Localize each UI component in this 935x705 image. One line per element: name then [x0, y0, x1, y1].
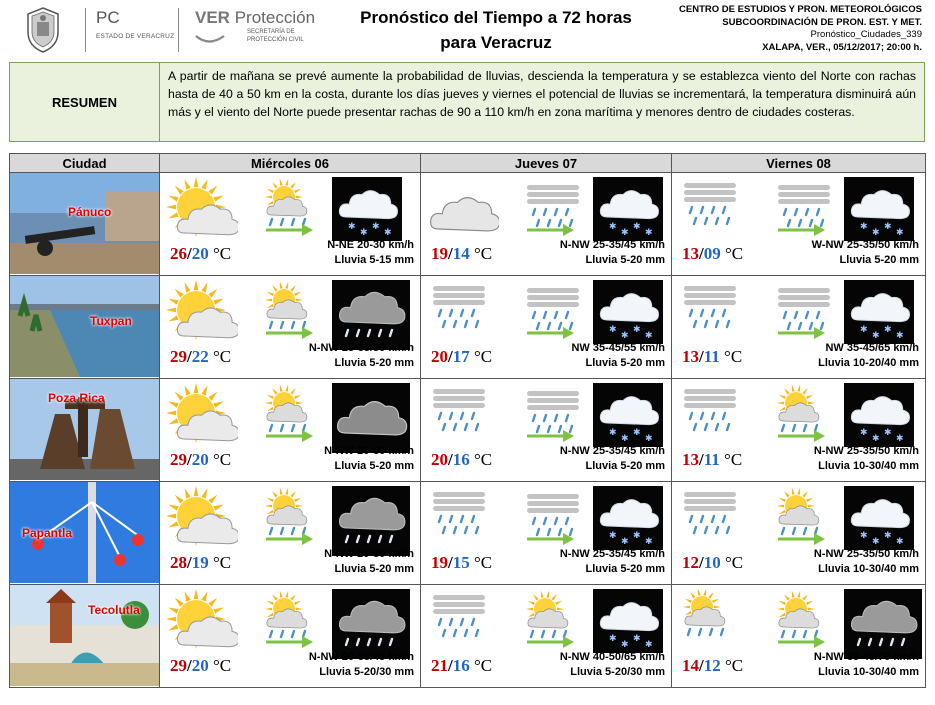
wind-rain-info: [560, 238, 665, 268]
wind-text: N-NW 25-35/45 km/h: [559, 239, 665, 251]
fog-rain-icon: [427, 383, 491, 448]
night-snow-cloud-icon: [332, 177, 402, 246]
city-row: [10, 482, 926, 585]
svg-text:✱: ✱: [645, 331, 653, 341]
ver-title: VER: [195, 8, 230, 27]
wind-text: N-NW 25-35/50 km/h: [308, 342, 414, 354]
veracruz-seal-logo: [22, 6, 64, 54]
wind-text: N-NW 35-45/70 km/h: [813, 651, 919, 663]
temp-max: 14: [682, 656, 699, 675]
summary-label: RESUMEN: [10, 63, 160, 141]
temp-max: 13: [682, 450, 699, 469]
partly-cloudy-icon: [166, 589, 238, 662]
night-snow-cloud-icon: [593, 280, 663, 349]
svg-text:✱: ✱: [645, 434, 653, 444]
night-snow-cloud-icon: [593, 177, 663, 246]
temp-unit: °C: [212, 244, 232, 263]
wind-rain-info: [814, 444, 919, 474]
wind-text: N-NW 25-35/45 km/h: [559, 445, 665, 457]
city-name: Poza Rica: [48, 391, 105, 405]
svg-text:✱: ✱: [609, 428, 617, 438]
temp-max: 20: [431, 347, 448, 366]
temp-unit: °C: [212, 656, 232, 675]
col-header-day1: Miércoles 06: [160, 154, 421, 173]
wind-text: N-NW 20-35/45 km/h: [308, 651, 414, 663]
svg-text:✱: ✱: [860, 222, 868, 232]
wind-rain-info: [560, 650, 665, 680]
city-cell: [10, 379, 160, 482]
day-forecast-cell: [421, 173, 672, 276]
temp-max: 19: [431, 244, 448, 263]
night-snow-cloud-icon: [593, 486, 663, 555]
pc-subtitle: ESTADO DE VERACRUZ: [96, 33, 175, 40]
svg-text:✱: ✱: [884, 428, 892, 438]
trend-arrow-icon: [264, 532, 314, 551]
temp-unit: °C: [724, 244, 744, 263]
night-snow-cloud-icon: [593, 589, 663, 658]
day-forecast-cell: [672, 276, 926, 379]
temp-unit: °C: [473, 553, 493, 572]
svg-text:✱: ✱: [872, 331, 880, 341]
rain-text: Lluvia 10-30/40 mm: [818, 563, 919, 575]
temp-unit: °C: [473, 450, 493, 469]
fog-rain-icon: [678, 280, 742, 345]
temp-unit: °C: [724, 656, 744, 675]
fog-rain-icon: [678, 383, 742, 448]
wind-rain-info: [560, 444, 665, 474]
day-forecast-cell: [160, 276, 421, 379]
svg-text:✱: ✱: [896, 331, 904, 341]
temp-min: 16: [452, 656, 470, 675]
rain-text: Lluvia 5-15 mm: [334, 254, 414, 266]
trend-arrow-icon: [525, 326, 575, 345]
temp-min: 15: [452, 553, 470, 572]
svg-text:✱: ✱: [633, 428, 641, 438]
svg-text:✱: ✱: [609, 531, 617, 541]
wind-text: N-NW 20-30 km/h: [324, 445, 414, 457]
wind-text: NW 35-45/55 km/h: [571, 342, 665, 354]
temp-min: 11: [703, 347, 720, 366]
svg-text:✱: ✱: [621, 331, 629, 341]
svg-text:✱: ✱: [621, 228, 629, 238]
svg-text:✱: ✱: [633, 531, 641, 541]
svg-text:✱: ✱: [884, 325, 892, 335]
temp-min: 09: [703, 244, 721, 263]
temp-unit: °C: [473, 656, 493, 675]
page-title: [320, 5, 672, 55]
city-row: [10, 276, 926, 379]
temp-min: 20: [191, 656, 209, 675]
temp-min: 16: [452, 450, 470, 469]
city-row: [10, 585, 926, 688]
temperature: 19/15 °C: [431, 553, 493, 572]
day-forecast-cell: [160, 173, 421, 276]
fog-rain-icon: [427, 486, 491, 551]
rain-text: Lluvia 5-20 mm: [839, 254, 919, 266]
day-forecast-cell: [160, 585, 421, 688]
wind-rain-info: [818, 341, 919, 371]
rain-text: Lluvia 5-20 mm: [334, 460, 414, 472]
col-header-day2: Jueves 07: [421, 154, 672, 173]
night-snow-cloud-icon: [844, 280, 914, 349]
day-forecast-cell: [421, 482, 672, 585]
partly-cloudy-icon: [166, 383, 238, 456]
proteccion-title: Protección: [234, 8, 316, 27]
center-line2: SUBCOORDINACIÓN DE PRON. EST. Y MET.: [722, 16, 922, 28]
svg-text:✱: ✱: [621, 537, 629, 547]
temperature: 19/14 °C: [431, 244, 493, 263]
city-photo: [10, 482, 160, 583]
wind-rain-info: [814, 547, 919, 577]
city-photo: [10, 173, 160, 274]
city-name: Tuxpan: [90, 314, 132, 328]
night-snow-cloud-icon: [844, 383, 914, 452]
partly-cloudy-icon: [166, 177, 238, 250]
svg-text:✱: ✱: [372, 222, 380, 232]
rain-text: Lluvia 5-20 mm: [585, 563, 665, 575]
forecast-header-row: [10, 154, 926, 173]
temp-max: 29: [170, 450, 187, 469]
temp-unit: °C: [212, 347, 232, 366]
city-name: Pánuco: [68, 205, 112, 219]
col-header-day3: Viernes 08: [672, 154, 926, 173]
day-forecast-cell: [672, 379, 926, 482]
city-photo: [10, 276, 160, 377]
city-name: Papantla: [22, 526, 73, 540]
rain-text: Lluvia 5-20 mm: [334, 563, 414, 575]
partly-cloudy-icon: [166, 486, 238, 559]
svg-text:✱: ✱: [884, 531, 892, 541]
city-photo: [10, 585, 160, 686]
rain-text: Lluvia 5-20 mm: [334, 357, 414, 369]
temperature: 20/16 °C: [431, 450, 493, 469]
day-forecast-cell: [421, 276, 672, 379]
day-forecast-cell: [672, 482, 926, 585]
temp-unit: °C: [212, 553, 232, 572]
city-name: Tecolutla: [88, 603, 140, 617]
temp-max: 20: [431, 450, 448, 469]
svg-text:✱: ✱: [384, 228, 392, 238]
temperature: 26/20 °C: [170, 244, 232, 263]
temp-min: 10: [703, 553, 721, 572]
city-photo: [10, 379, 160, 480]
city-row: [10, 379, 926, 482]
temp-min: 11: [703, 450, 720, 469]
summary-text: A partir de mañana se prevé aumente la probabilidad de lluvias, descienda la temperatura y se establezca viento del Norte con rachas hasta de 40 a 50 km en la costa, durante los días jueves y viernes el potencial de lluvias se incrementará, la temperatura disminuirá aún más y el viento del Norte puede presentar rachas de 90 a 110 km/h en zona marítima y menores dentro de ciudades costeras.: [168, 69, 916, 119]
day-forecast-cell: [160, 379, 421, 482]
rain-text: Lluvia 10-30/40 mm: [818, 460, 919, 472]
wind-text: N-NW 40-50/65 km/h: [559, 651, 665, 663]
wind-text: N-NE 20-30 km/h: [327, 239, 414, 251]
temp-min: 14: [452, 244, 470, 263]
temp-max: 29: [170, 656, 187, 675]
svg-text:✱: ✱: [609, 634, 617, 644]
rain-text: Lluvia 5-20/30 mm: [570, 666, 665, 678]
trend-arrow-icon: [264, 223, 314, 242]
day-forecast-cell: [160, 482, 421, 585]
temp-max: 21: [431, 656, 448, 675]
fog-rain-icon: [678, 177, 742, 242]
night-snow-cloud-icon: [593, 383, 663, 452]
svg-text:✱: ✱: [860, 531, 868, 541]
svg-text:✱: ✱: [896, 228, 904, 238]
ver-proteccion-logo: [178, 8, 315, 52]
svg-text:✱: ✱: [896, 537, 904, 547]
rain-text: Lluvia 10-20/40 mm: [818, 357, 919, 369]
svg-text:✱: ✱: [860, 325, 868, 335]
sun-rain-icon: [678, 589, 734, 652]
secretaria-line1: SECRETARÍA DE: [247, 29, 295, 35]
city-row: [10, 173, 926, 276]
trend-arrow-icon: [264, 635, 314, 654]
temp-unit: °C: [473, 244, 493, 263]
secretaria-line2: PROTECCIÓN CIVIL: [247, 37, 304, 43]
temperature: 29/22 °C: [170, 347, 232, 366]
forecast-table: [9, 153, 926, 688]
wind-rain-info: [571, 341, 665, 371]
day-forecast-cell: [672, 585, 926, 688]
svg-text:✱: ✱: [872, 228, 880, 238]
svg-text:✱: ✱: [348, 222, 356, 232]
col-header-city: Ciudad: [10, 154, 160, 173]
temperature: 13/11 °C: [682, 450, 743, 469]
temp-min: 20: [191, 450, 209, 469]
wind-rain-info: [812, 238, 919, 268]
temp-max: 13: [682, 347, 699, 366]
temp-max: 28: [170, 553, 187, 572]
day-forecast-cell: [672, 173, 926, 276]
summary-box: [9, 62, 925, 142]
fog-rain-icon: [427, 280, 491, 345]
svg-text:✱: ✱: [609, 325, 617, 335]
issue-datetime: XALAPA, VER., 05/12/2017; 20:00 h.: [762, 41, 922, 53]
temperature: 12/10 °C: [682, 553, 744, 572]
wind-text: N-NW 25-35/50 km/h: [813, 548, 919, 560]
wind-rain-info: [309, 650, 414, 680]
temp-unit: °C: [724, 450, 743, 469]
svg-text:✱: ✱: [860, 428, 868, 438]
rain-text: Lluvia 10-30/40 mm: [818, 666, 919, 678]
city-cell: [10, 585, 160, 688]
temperature: 14/12 °C: [682, 656, 744, 675]
fog-rain-icon: [427, 589, 491, 654]
cloudy-icon: [427, 177, 499, 244]
wind-rain-info: [309, 341, 414, 371]
trend-arrow-icon: [264, 326, 314, 345]
night-snow-cloud-icon: [844, 486, 914, 555]
fog-rain-icon: [678, 486, 742, 551]
temperature: 29/20 °C: [170, 450, 232, 469]
svg-text:✱: ✱: [645, 537, 653, 547]
night-snow-cloud-icon: [844, 177, 914, 246]
temp-unit: °C: [724, 347, 743, 366]
forecast-id: Pronóstico_Ciudades_339: [810, 29, 922, 40]
wind-rain-info: [324, 547, 414, 577]
temp-max: 12: [682, 553, 699, 572]
rain-text: Lluvia 5-20 mm: [585, 357, 665, 369]
rain-text: Lluvia 5-20/30 mm: [319, 666, 414, 678]
temp-max: 19: [431, 553, 448, 572]
rain-text: Lluvia 5-20 mm: [585, 460, 665, 472]
temp-min: 17: [452, 347, 470, 366]
wind-text: W-NW 25-35/50 km/h: [811, 239, 919, 251]
partly-cloudy-icon: [166, 280, 238, 353]
city-cell: [10, 482, 160, 585]
issuing-center: [679, 4, 922, 54]
temp-unit: °C: [724, 553, 744, 572]
temp-unit: °C: [473, 347, 493, 366]
pc-title: PC: [96, 8, 120, 27]
temp-max: 29: [170, 347, 187, 366]
temp-min: 12: [703, 656, 721, 675]
temperature: 28/19 °C: [170, 553, 232, 572]
temp-min: 19: [191, 553, 209, 572]
temperature: 29/20 °C: [170, 656, 232, 675]
temperature: 21/16 °C: [431, 656, 493, 675]
svg-text:✱: ✱: [621, 434, 629, 444]
city-cell: [10, 276, 160, 379]
center-line1: CENTRO DE ESTUDIOS Y PRON. METEOROLÓGICOS: [679, 4, 922, 15]
temp-unit: °C: [212, 450, 232, 469]
svg-text:✱: ✱: [896, 434, 904, 444]
temp-min: 22: [191, 347, 209, 366]
temp-max: 13: [682, 244, 699, 263]
svg-text:✱: ✱: [633, 222, 641, 232]
svg-text:✱: ✱: [360, 228, 368, 238]
svg-text:✱: ✱: [633, 634, 641, 644]
header: [0, 0, 935, 60]
trend-arrow-icon: [264, 429, 314, 448]
title-line2: para Veracruz: [440, 33, 552, 52]
temp-max: 26: [170, 244, 187, 263]
rain-text: Lluvia 5-20 mm: [585, 254, 665, 266]
day-forecast-cell: [421, 379, 672, 482]
wind-text: N-NW 25-35/45 km/h: [559, 548, 665, 560]
temperature: 13/11 °C: [682, 347, 743, 366]
wind-rain-info: [814, 650, 919, 680]
temperature: 13/09 °C: [682, 244, 744, 263]
title-line1: Pronóstico del Tiempo a 72 horas: [360, 8, 632, 27]
wind-rain-info: [327, 238, 414, 268]
svg-text:✱: ✱: [609, 222, 617, 232]
svg-text:✱: ✱: [645, 640, 653, 650]
pc-logo: [85, 8, 174, 52]
temp-min: 20: [191, 244, 209, 263]
temperature: 20/17 °C: [431, 347, 493, 366]
wind-rain-info: [560, 547, 665, 577]
wind-rain-info: [324, 444, 414, 474]
wind-text: N-NW 25-35/50 km/h: [813, 445, 919, 457]
svg-text:✱: ✱: [645, 228, 653, 238]
svg-text:✱: ✱: [884, 222, 892, 232]
city-cell: [10, 173, 160, 276]
swoosh-icon: [195, 33, 225, 45]
wind-text: N-NW 20-30 km/h: [324, 548, 414, 560]
day-forecast-cell: [421, 585, 672, 688]
svg-text:✱: ✱: [872, 434, 880, 444]
svg-text:✱: ✱: [872, 537, 880, 547]
wind-text: NW 35-45/65 km/h: [825, 342, 919, 354]
svg-text:✱: ✱: [621, 640, 629, 650]
svg-text:✱: ✱: [633, 325, 641, 335]
